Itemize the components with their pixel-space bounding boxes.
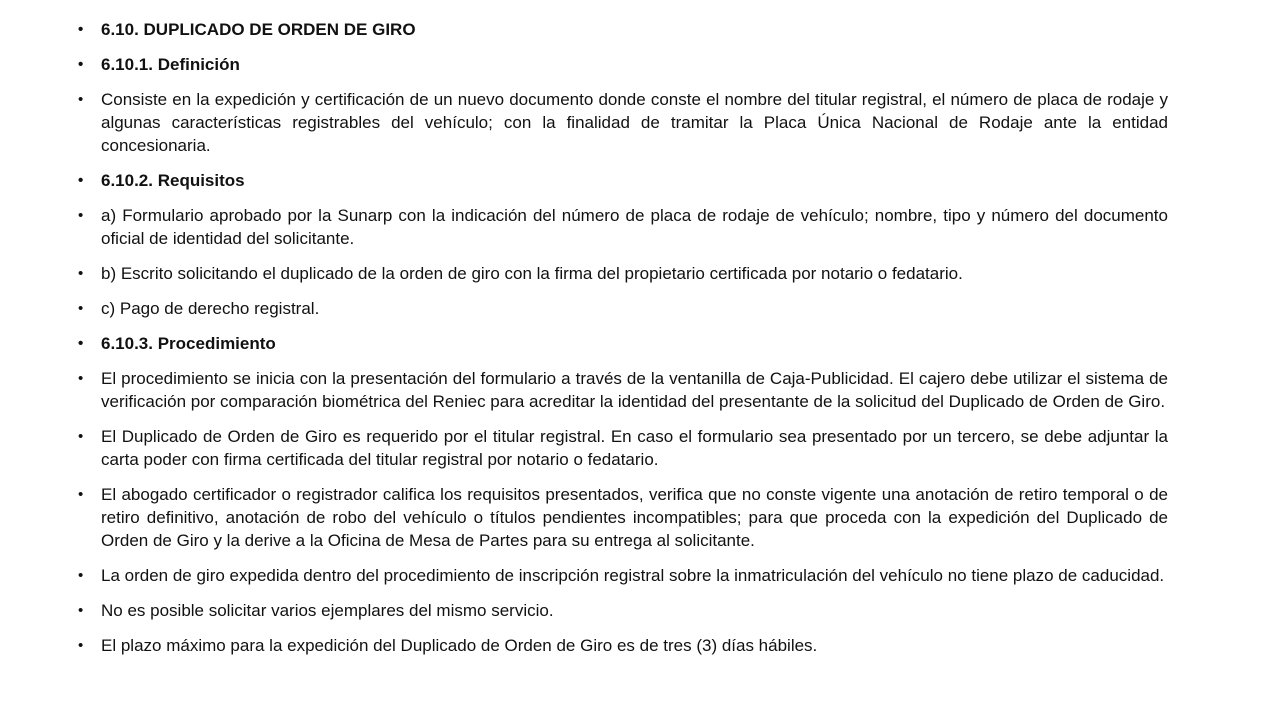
bullet-icon: • — [78, 486, 84, 503]
paragraph-text: La orden de giro expedida dentro del procedimiento de inscripción registral sobre la inmatriculación del vehículo no tiene plazo de caducidad. — [101, 566, 1165, 585]
bullet-icon: • — [78, 335, 84, 352]
procedimiento-paragraph-5 — [78, 599, 1168, 622]
procedimiento-paragraph-4 — [78, 564, 1168, 587]
requisito-b — [78, 262, 1168, 285]
requisito-c — [78, 297, 1168, 320]
bullet-icon: • — [78, 91, 84, 108]
subsection-heading-requisitos — [78, 169, 1168, 192]
paragraph-text: a) Formulario aprobado por la Sunarp con la indicación del número de placa de rodaje de vehículo; nombre, tipo y número del documento oficial de identidad del solicitante. — [101, 206, 1168, 248]
paragraph-text: No es posible solicitar varios ejemplares del mismo servicio. — [101, 601, 554, 620]
paragraph-text: El plazo máximo para la expedición del Duplicado de Orden de Giro es de tres (3) días hábiles. — [101, 636, 818, 655]
procedimiento-paragraph-2 — [78, 425, 1168, 471]
procedimiento-paragraph-6 — [78, 634, 1168, 657]
procedimiento-paragraph-3 — [78, 483, 1168, 552]
subsection-heading-definicion — [78, 53, 1168, 76]
section-title: 6.10. DUPLICADO DE ORDEN DE GIRO — [101, 20, 416, 39]
paragraph-text: Consiste en la expedición y certificación de un nuevo documento donde conste el nombre del titular registral, el número de placa de rodaje y algunas características registrables del vehículo; con la finalidad de tramitar la Placa Única Nacional de Rodaje ante la entidad concesionaria. — [101, 90, 1168, 155]
bullet-icon: • — [78, 428, 84, 445]
paragraph-definicion — [78, 88, 1168, 157]
procedimiento-paragraph-1 — [78, 367, 1168, 413]
paragraph-text: c) Pago de derecho registral. — [101, 299, 320, 318]
bullet-icon: • — [78, 300, 84, 317]
bullet-icon: • — [78, 637, 84, 654]
bullet-icon: • — [78, 172, 84, 189]
paragraph-text: El abogado certificador o registrador califica los requisitos presentados, verifica que no conste vigente una anotación de retiro temporal o de retiro definitivo, anotación de robo del vehículo o títulos pendientes incompatibles; para que proceda con la expedición del Duplicado de Orden de Giro y la derive a la Oficina de Mesa de Partes para su entrega al solicitante. — [101, 485, 1168, 550]
requisito-a — [78, 204, 1168, 250]
subsection-title: 6.10.2. Requisitos — [101, 171, 245, 190]
bullet-icon: • — [78, 370, 84, 387]
bullet-icon: • — [78, 21, 84, 38]
subsection-heading-procedimiento — [78, 332, 1168, 355]
paragraph-text: b) Escrito solicitando el duplicado de la orden de giro con la firma del propietario certificada por notario o fedatario. — [101, 264, 963, 283]
subsection-title: 6.10.1. Definición — [101, 55, 240, 74]
subsection-title: 6.10.3. Procedimiento — [101, 334, 276, 353]
bullet-icon: • — [78, 567, 84, 584]
bullet-icon: • — [78, 602, 84, 619]
paragraph-text: El Duplicado de Orden de Giro es requerido por el titular registral. En caso el formulario sea presentado por un tercero, se debe adjuntar la carta poder con firma certificada del titular registral por notario o fedatario. — [101, 427, 1168, 469]
bullet-icon: • — [78, 207, 84, 224]
bullet-icon: • — [78, 265, 84, 282]
bullet-list — [78, 18, 1168, 669]
paragraph-text: El procedimiento se inicia con la presentación del formulario a través de la ventanilla de Caja-Publicidad. El cajero debe utilizar el sistema de verificación por comparación biométrica del Reniec para acreditar la identidad del presentante de la solicitud del Duplicado de Orden de Giro. — [101, 369, 1168, 411]
section-heading-6-10 — [78, 18, 1168, 41]
bullet-icon: • — [78, 56, 84, 73]
